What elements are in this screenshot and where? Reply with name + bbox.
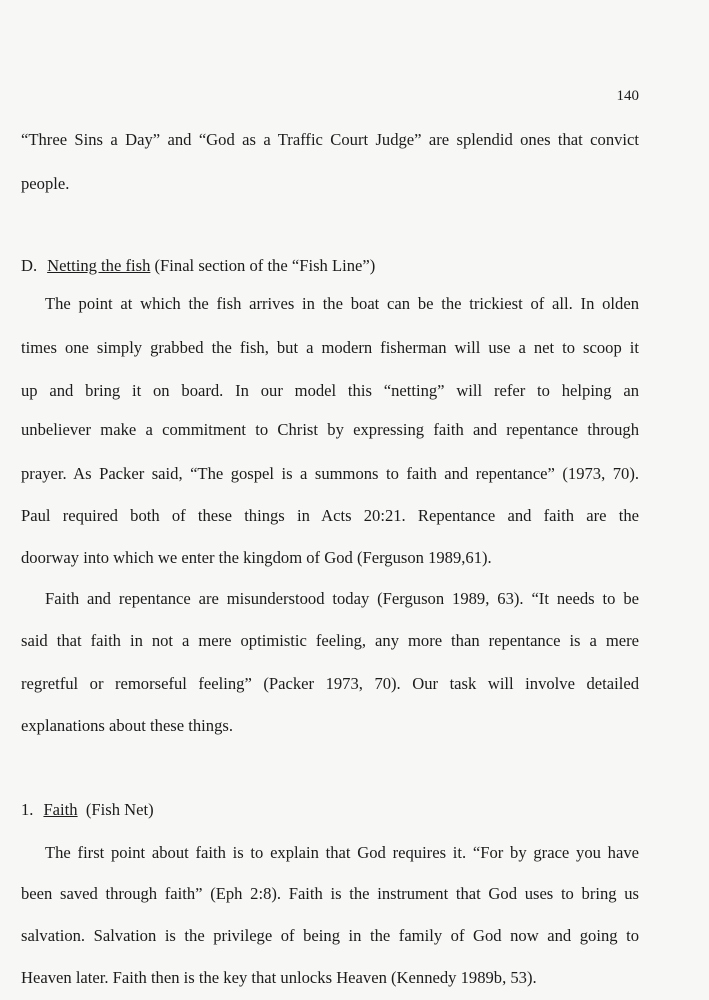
text-line: times one simply grabbed the fish, but a modern fisherman will use a net to scoop it (21, 338, 639, 357)
section-heading-1 (21, 800, 639, 820)
text-line: Paul required both of these things in Acts 20:21. Repentance and faith are the (21, 506, 639, 525)
text-line: salvation. Salvation is the privilege of being in the family of God now and going to (21, 926, 639, 945)
text-line: people. (21, 174, 70, 193)
text-line: said that faith in not a mere optimistic feeling, any more than repentance is a mere (21, 631, 639, 650)
text-line: up and bring it on board. In our model this “netting” will refer to helping an (21, 381, 639, 400)
text-line: unbeliever make a commitment to Christ by expressing faith and repentance through (21, 420, 639, 439)
section-label: D. (21, 256, 38, 275)
text-line: The point at which the fish arrives in the boat can be the trickiest of all. In olden (45, 294, 639, 313)
text-line: been saved through faith” (Eph 2:8). Faith is the instrument that God uses to bring us (21, 884, 639, 903)
text-line: Faith and repentance are misunderstood today (Ferguson 1989, 63). “It needs to be (45, 589, 639, 608)
page-number: 140 (616, 88, 639, 104)
section-title: Netting the fish (47, 256, 151, 275)
section-subtitle: (Final section of the “Fish Line”) (154, 256, 376, 275)
section-title: Faith (43, 800, 78, 819)
section-subtitle: (Fish Net) (85, 800, 154, 819)
section-label: 1. (21, 800, 34, 819)
text-line: doorway into which we enter the kingdom of God (Ferguson 1989,61). (21, 548, 492, 567)
text-line: The first point about faith is to explain that God requires it. “For by grace you have (45, 843, 639, 862)
text-line: prayer. As Packer said, “The gospel is a summons to faith and repentance” (1973, 70). (21, 464, 639, 483)
section-heading-d (21, 256, 639, 276)
text-line: Heaven later. Faith then is the key that unlocks Heaven (Kennedy 1989b, 53). (21, 968, 537, 987)
text-line: “Three Sins a Day” and “God as a Traffic Court Judge” are splendid ones that convict (21, 130, 639, 149)
text-line: regretful or remorseful feeling” (Packer 1973, 70). Our task will involve detailed (21, 674, 639, 693)
text-line: explanations about these things. (21, 716, 233, 735)
